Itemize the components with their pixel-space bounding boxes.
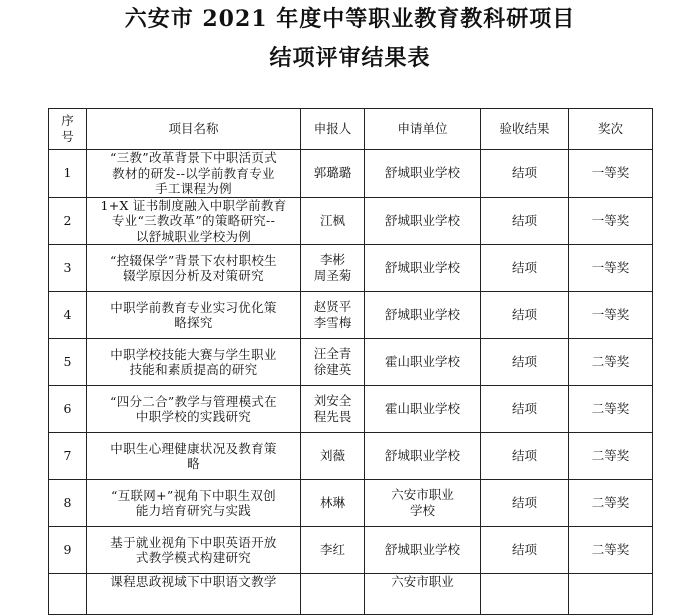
- applicant-name: 赵贤平: [313, 299, 352, 314]
- header-serial-line1: 序: [61, 113, 74, 128]
- unit-cell: [365, 245, 481, 292]
- project-name-cell: [87, 480, 301, 527]
- project-name-line: 课程思政视域下中职语文教学: [110, 574, 277, 589]
- serial-cell: [49, 574, 87, 615]
- applicant-cell: [301, 527, 365, 574]
- serial-cell: 6: [49, 386, 87, 433]
- project-name-line: 中职学校技能大赛与学生职业: [110, 346, 277, 362]
- table-header-row: [49, 109, 653, 150]
- applicant-name: 江枫: [319, 212, 345, 228]
- project-name-line: “四分二合”教学与管理模式在: [110, 393, 277, 409]
- table-row: [49, 480, 653, 527]
- project-name-line: 专业“三教改革”的策略研究--: [111, 213, 276, 228]
- table-row: [49, 527, 653, 574]
- serial-cell: 3: [49, 245, 87, 292]
- award-cell: 二等奖: [569, 433, 653, 480]
- project-name-line: “控辍保学”背景下农村职校生: [110, 252, 277, 268]
- unit-cell: [365, 527, 481, 574]
- applicant-name: 刘安全: [313, 393, 352, 408]
- serial-cell: 5: [49, 339, 87, 386]
- serial-cell: 1: [49, 150, 87, 198]
- result-cell: 结项: [481, 150, 569, 198]
- unit-cell: [365, 574, 481, 615]
- result-cell: 结项: [481, 339, 569, 386]
- applicant-name: 林琳: [319, 495, 345, 510]
- table-row: [49, 197, 653, 245]
- applicant-name: 汪全青: [313, 346, 352, 361]
- applicant-cell: [301, 433, 365, 480]
- applicant-name: 徐建英: [313, 362, 352, 377]
- applicant-name: 刘薇: [319, 448, 345, 463]
- project-name-line: 教材的研发--以学前教育专业: [112, 165, 275, 181]
- table-body: [49, 150, 653, 615]
- applicant-name: 周圣菊: [313, 268, 352, 283]
- unit-cell: [365, 386, 481, 433]
- unit-name-line: 霍山职业学校: [384, 401, 460, 416]
- header-serial-number: [49, 109, 87, 150]
- header-project-name: 项目名称: [87, 109, 301, 150]
- result-cell: 结项: [481, 245, 569, 292]
- applicant-name: 李雪梅: [313, 315, 352, 330]
- applicant-cell: [301, 150, 365, 198]
- project-name-line: 手工课程为例: [155, 181, 232, 196]
- header-result: 验收结果: [481, 109, 569, 150]
- project-name-line: 略: [187, 456, 200, 471]
- applicant-cell: [301, 245, 365, 292]
- project-name-line: 能力培育研究与实践: [135, 503, 252, 518]
- award-cell: 一等奖: [569, 150, 653, 198]
- award-cell: 二等奖: [569, 339, 653, 386]
- table-row: [49, 150, 653, 198]
- applicant-cell: [301, 574, 365, 615]
- table-row: [49, 292, 653, 339]
- unit-name-line: 舒城职业学校: [384, 448, 460, 463]
- unit-name-line: 学校: [409, 503, 435, 518]
- result-cell: 结项: [481, 480, 569, 527]
- applicant-cell: [301, 292, 365, 339]
- unit-name-line: 霍山职业学校: [384, 354, 460, 369]
- unit-name-line: 舒城职业学校: [384, 542, 460, 557]
- unit-cell: [365, 433, 481, 480]
- project-name-line: 辍学原因分析及对策研究: [123, 268, 264, 283]
- project-name-cell: [87, 292, 301, 339]
- project-name-line: 中职学校的实践研究: [135, 409, 252, 424]
- unit-name-line: 六安市职业: [391, 487, 454, 502]
- award-cell: 二等奖: [569, 527, 653, 574]
- project-name-line: 略探究: [174, 315, 213, 330]
- project-name-cell: [87, 150, 301, 198]
- project-name-line: 式教学模式构建研究: [135, 550, 252, 565]
- table-row: [49, 574, 653, 615]
- unit-cell: [365, 480, 481, 527]
- table-row: [49, 433, 653, 480]
- table-row: [49, 386, 653, 433]
- header-applicant: 申报人: [301, 109, 365, 150]
- project-name-line: “互联网+”视角下中职生双创: [111, 487, 276, 503]
- serial-cell: 2: [49, 197, 87, 245]
- project-name-line: 以舒城职业学校为例: [135, 228, 252, 244]
- applicant-name: 郭璐璐: [313, 165, 352, 181]
- project-name-cell: [87, 197, 301, 245]
- project-name-line: 技能和素质提高的研究: [129, 362, 258, 377]
- award-cell: 一等奖: [569, 245, 653, 292]
- header-unit: 申请单位: [365, 109, 481, 150]
- project-name-line: 基于就业视角下中职英语开放: [110, 534, 277, 550]
- document-title-line1: 六安市 2021 年度中等职业教育教科研项目: [124, 6, 576, 32]
- award-cell: 二等奖: [569, 386, 653, 433]
- applicant-cell: [301, 197, 365, 245]
- unit-cell: [365, 339, 481, 386]
- award-cell: 一等奖: [569, 197, 653, 245]
- result-cell: 结项: [481, 292, 569, 339]
- unit-name-line: 舒城职业学校: [384, 307, 460, 322]
- unit-cell: [365, 292, 481, 339]
- result-cell: 结项: [481, 386, 569, 433]
- result-cell: 结项: [481, 527, 569, 574]
- result-cell: 结项: [481, 197, 569, 245]
- serial-cell: 9: [49, 527, 87, 574]
- project-name-cell: [87, 339, 301, 386]
- unit-name-line: 舒城职业学校: [384, 260, 460, 275]
- document-title-line2: 结项评审结果表: [269, 45, 431, 71]
- project-name-line: 1+X 证书制度融入中职学前教育: [100, 197, 287, 213]
- unit-cell: [365, 150, 481, 198]
- applicant-cell: [301, 386, 365, 433]
- unit-name-line: 六安市职业: [391, 574, 454, 589]
- unit-cell: [365, 197, 481, 245]
- applicant-cell: [301, 339, 365, 386]
- applicant-name: 李彬: [319, 252, 345, 267]
- result-cell: [481, 574, 569, 615]
- serial-cell: 8: [49, 480, 87, 527]
- award-cell: 一等奖: [569, 292, 653, 339]
- project-name-cell: [87, 574, 301, 615]
- header-serial-line2: 号: [61, 129, 74, 144]
- header-award: 奖次: [569, 109, 653, 150]
- project-name-cell: [87, 527, 301, 574]
- serial-cell: 7: [49, 433, 87, 480]
- unit-name-line: 舒城职业学校: [384, 165, 460, 181]
- applicant-name: 李红: [319, 542, 345, 557]
- results-table: [48, 108, 653, 615]
- applicant-name: 程先畏: [313, 409, 352, 424]
- award-cell: [569, 574, 653, 615]
- unit-name-line: 舒城职业学校: [384, 212, 460, 228]
- project-name-line: 中职学前教育专业实习优化策: [110, 299, 277, 315]
- table-row: [49, 339, 653, 386]
- project-name-cell: [87, 245, 301, 292]
- table-row: [49, 245, 653, 292]
- project-name-cell: [87, 386, 301, 433]
- project-name-cell: [87, 433, 301, 480]
- project-name-line: 中职生心理健康状况及教育策: [110, 440, 277, 456]
- award-cell: 二等奖: [569, 480, 653, 527]
- applicant-cell: [301, 480, 365, 527]
- result-cell: 结项: [481, 433, 569, 480]
- serial-cell: 4: [49, 292, 87, 339]
- project-name-line: “三教”改革背景下中职活页式: [110, 150, 277, 165]
